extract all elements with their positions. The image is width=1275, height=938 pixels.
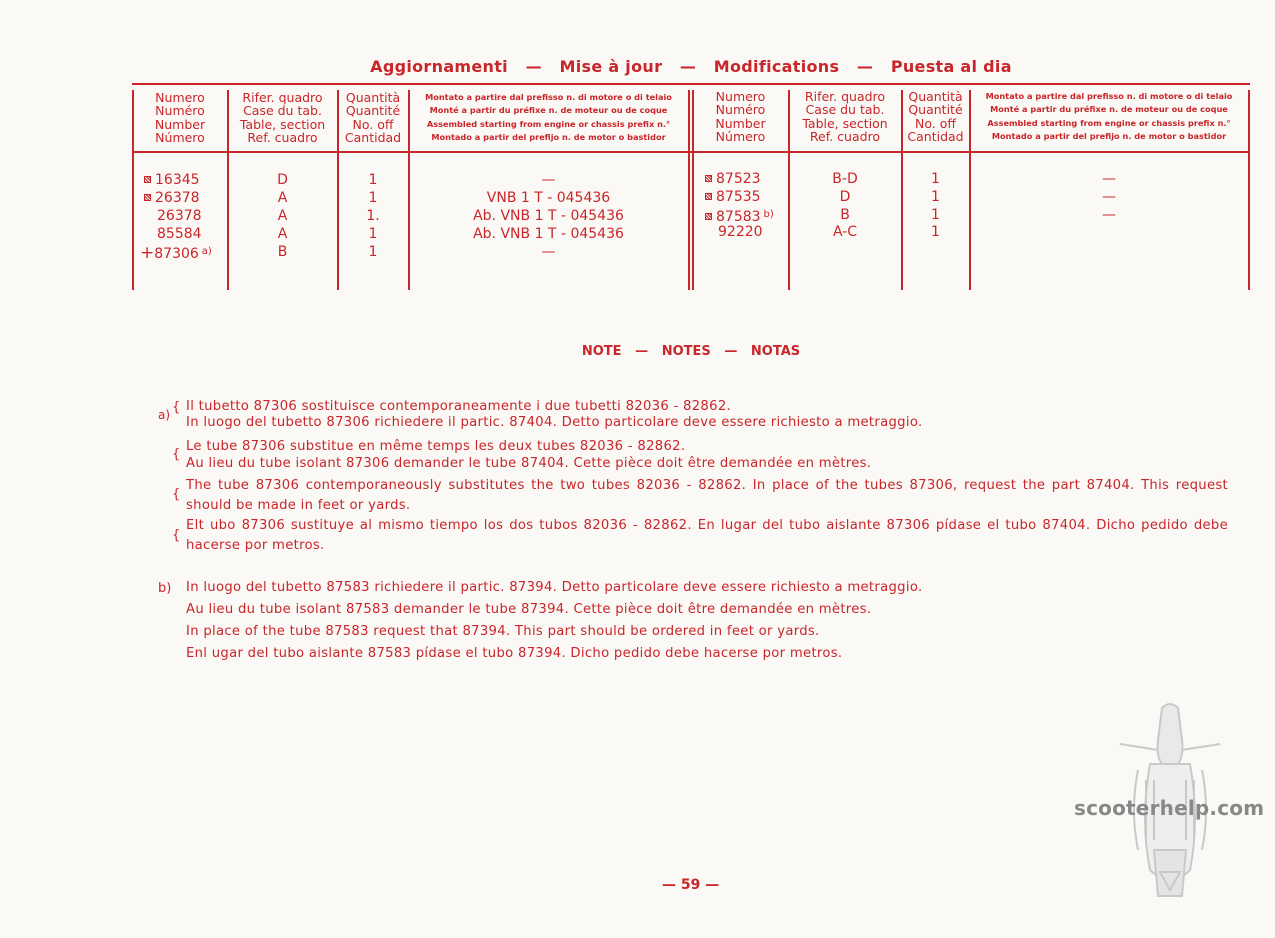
qty-cell: 1 xyxy=(368,190,378,206)
note-ref: b) xyxy=(763,209,774,220)
ref-cell: A xyxy=(277,208,288,224)
note-a-it-line1: Il tubetto 87306 sostituisce contemporaneamente i due tubetti 82036 - 82862. xyxy=(186,399,731,414)
note-b-en: In place of the tube 87583 request that 87394. This part should be ordered in feet or yards. xyxy=(186,624,820,639)
square-mark-icon xyxy=(705,193,712,200)
qty-cell: 1 xyxy=(931,171,940,187)
square-mark-icon xyxy=(144,194,151,201)
part-number: 87535 xyxy=(705,188,761,206)
from-cell: Ab. VNB 1 T - 045436 xyxy=(473,226,624,242)
header-montato: Montato a partire dal prefisso n. di motore o di telaio Monté a partir du préfixe n. de moteur ou de coque Assembled starting from engine or chassis prefix n.° Montado a partir del prefijo n. de motor o bastidor xyxy=(425,92,672,143)
qty-cell: 1 xyxy=(368,226,378,242)
notes-title: NOTE — NOTES — NOTAS xyxy=(581,344,801,359)
from-cell: — xyxy=(1102,171,1116,187)
header-quantita: Quantità Quantité No. off Cantidad xyxy=(344,90,402,146)
qty-cell: 1 xyxy=(931,207,940,223)
table-top-rule xyxy=(132,83,1250,85)
col-divider xyxy=(688,90,690,290)
header-rifer-right: Rifer. quadro Case du tab. Table, section Ref. cuadro xyxy=(802,89,888,145)
note-a-fr-line1: Le tube 87306 substitue en même temps les deux tubes 82036 - 82862. xyxy=(186,439,686,454)
qty-cell: 1 xyxy=(931,189,940,205)
square-mark-icon xyxy=(705,175,712,182)
qty-cell: 1. xyxy=(366,208,380,224)
ref-cell: D xyxy=(839,189,851,205)
qty-cell: 1 xyxy=(931,224,940,240)
note-a-fr-line2: Au lieu du tube isolant 87306 demander le tube 87404. Cette pièce doit être demandée en mètres. xyxy=(186,456,872,471)
header-quantita-right: Quantità Quantité No. off Cantidad xyxy=(907,89,964,145)
header-numero-right: Numero Numéro Number Número xyxy=(715,89,766,145)
header-bottom-rule xyxy=(132,151,1250,153)
page-number: — 59 — xyxy=(662,877,720,893)
ref-cell: B-D xyxy=(832,171,858,187)
header-numero: Numero Numéro Number Número xyxy=(154,90,206,146)
col-divider xyxy=(1248,90,1250,290)
note-b-label: b) xyxy=(158,581,172,596)
ref-cell: D xyxy=(277,172,288,188)
ref-cell: A-C xyxy=(832,224,858,240)
ref-cell: B xyxy=(277,244,288,260)
note-a-es: Elt ubo 87306 sustituye al mismo tiempo los dos tubos 82036 - 82862. En lugar del tubo aislante 87306 pídase el tubo 87404. Dicho pedido debe hacerse por metros. xyxy=(186,518,1228,553)
header-rifer: Rifer. quadro Case du tab. Table, section Ref. cuadro xyxy=(239,90,326,146)
brace-icon: { xyxy=(172,528,181,543)
note-a-it-line2: In luogo del tubetto 87306 richiedere il partic. 87404. Detto particolare deve essere richiesto a metraggio. xyxy=(186,415,923,430)
from-cell: — xyxy=(1102,189,1116,205)
ref-cell: A xyxy=(277,226,288,242)
note-b-it: In luogo del tubetto 87583 richiedere il partic. 87394. Detto particolare deve essere richiesto a metraggio. xyxy=(186,580,923,595)
note-b-fr: Au lieu du tube isolant 87583 demander le tube 87394. Cette pièce doit être demandée en mètres. xyxy=(186,602,872,617)
from-cell: — xyxy=(541,244,556,260)
from-cell: — xyxy=(541,172,556,188)
note-a-label: a) xyxy=(158,408,171,422)
ref-cell: A xyxy=(277,190,288,206)
page-title: Aggiornamenti — Mise à jour — Modifications — Puesta al dia xyxy=(370,57,1012,76)
note-b-es: Enl ugar del tubo aislante 87583 pídase el tubo 87394. Dicho pedido debe hacerse por metros. xyxy=(186,646,843,661)
brace-icon: { xyxy=(172,447,181,462)
from-cell: VNB 1 T - 045436 xyxy=(486,190,611,206)
ref-cell: B xyxy=(840,207,850,223)
from-cell: — xyxy=(1102,207,1116,223)
brace-icon: { xyxy=(172,400,181,415)
watermark-text: scooterhelp.com xyxy=(1074,796,1265,820)
brace-icon: { xyxy=(172,487,181,502)
part-number: 26378 xyxy=(157,208,202,224)
qty-cell: 1 xyxy=(368,172,378,188)
header-montato-right: Montato a partire dal prefisso n. di motore o di telaio Monté a partir du préfixe n. de moteur ou de coque Assembled starting from engine or chassis prefix n.° Montado a partir del prefijo n. de motor o bastidor xyxy=(985,91,1233,142)
plus-mark: + xyxy=(140,243,155,263)
part-number: 26378 xyxy=(144,189,200,207)
part-number: 85584 xyxy=(157,226,202,242)
note-ref: a) xyxy=(201,246,212,257)
note-a-en: The tube 87306 contemporaneously substitutes the two tubes 82036 - 82862. In place of the tubes 87306, request the part 87404. This request should be made in feet or yards. xyxy=(186,478,1228,513)
square-mark-icon xyxy=(705,213,712,220)
part-number: 87523 xyxy=(705,170,761,188)
part-number: 16345 xyxy=(144,171,200,189)
part-number: 87583 $^{b)}$ xyxy=(705,206,774,226)
qty-cell: 1 xyxy=(368,244,378,260)
part-number: +87306 $^{a)}$ xyxy=(140,243,212,263)
from-cell: Ab. VNB 1 T - 045436 xyxy=(473,208,624,224)
part-number: 92220 xyxy=(718,224,763,240)
square-mark-icon xyxy=(144,176,151,183)
